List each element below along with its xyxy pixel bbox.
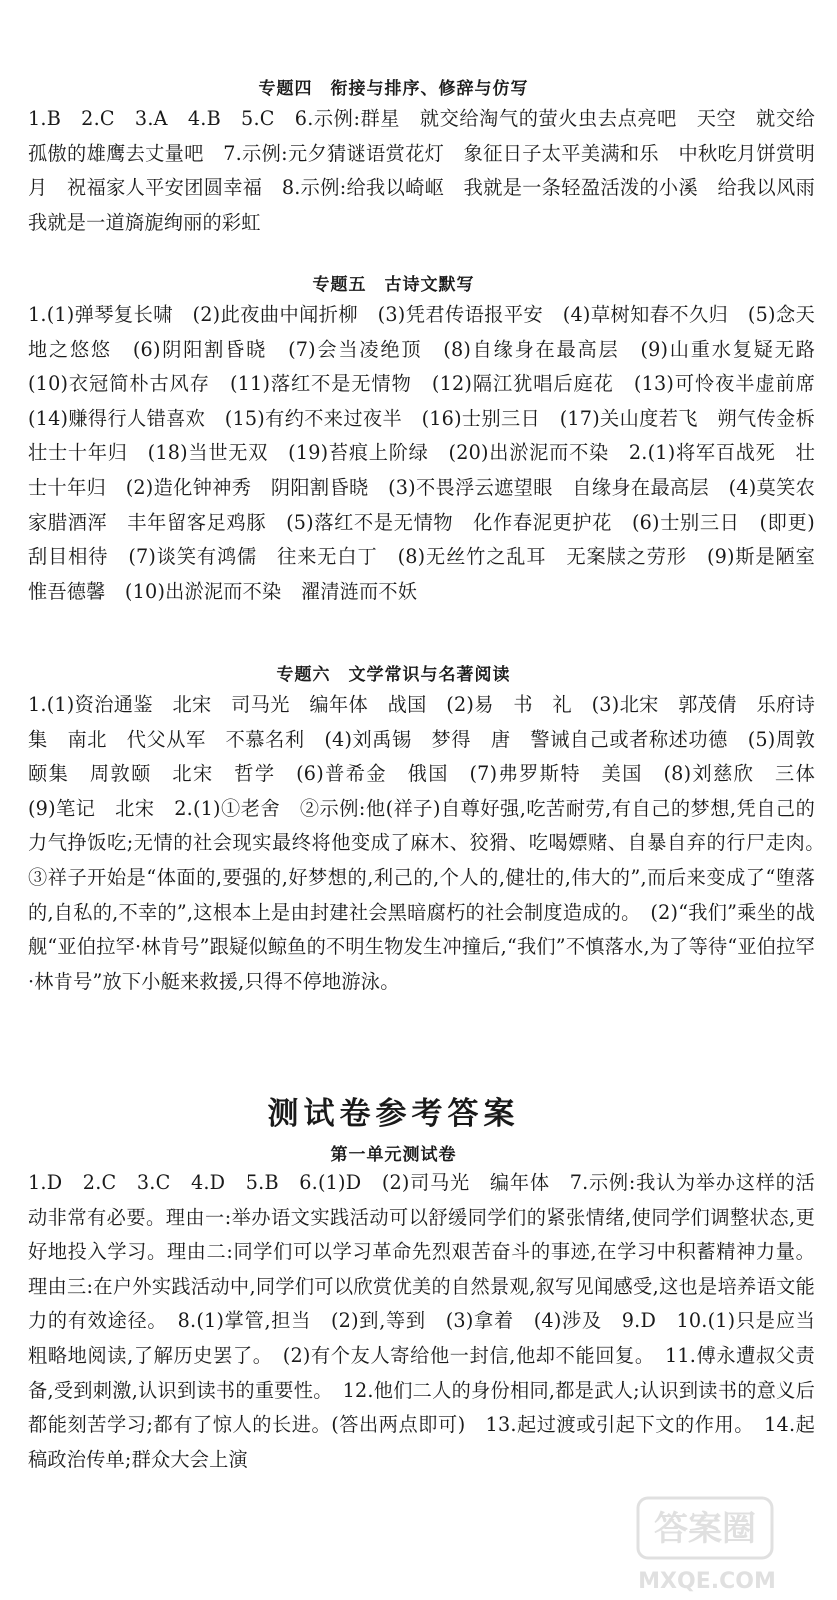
section-body-topic-6: 1.(1)资治通鉴 北宋 司马光 编年体 战国 (2)易 书 礼 (3)北宋 郭茂倩 乐府诗集 南北 代父从军 不慕名利 (4)刘禹锡 梦得 唐 警诫自己或者称述功德 (5)周敦颐集 周敦颐 北宋 哲学 (6)普希金 俄国 (7)弗罗斯特 美国 (8)刘慈欣 三体 (9)笔记 北宋 2.(1)①老舍 ②示例:他(祥子)自尊好强,吃苦耐劳,有自己的梦想,凭自己的力气挣饭吃;无情的社会现实最终将他变成了麻木、狡猾、吃喝嫖赌、自暴自弃的行尸走肉。 ③祥子开始是“体面的,要强的,好梦想的,利己的,个人的,健壮的,伟大的”,而后来变成了“堕落的,自私的,不幸的”,这根本上是由封建社会黑暗腐朽的社会制度造成的。 (2)“我们”乘坐的战舰“亚伯拉罕·林肯号”跟疑似鲸鱼的不明生物发生冲撞后,“我们”不慎落水,为了等待“亚伯拉罕·林肯号”放下小艇来救援,只得不停地游泳。 (28, 693, 835, 993)
section-heading-topic-4: 专题四 衔接与排序、修辞与仿写 (258, 79, 529, 99)
test-answers-title: 测试卷参考答案 (267, 1096, 520, 1132)
section-body-topic-5: 1.(1)弹琴复长啸 (2)此夜曲中闻折柳 (3)凭君传语报平安 (4)草树知春不久归 (5)念天地之悠悠 (6)阴阳割昏晓 (7)会当凌绝顶 (8)自缘身在最高层 (9)山重水复疑无路 (10)衣冠简朴古风存 (11)落红不是无情物 (12)隔江犹唱后庭花 (13)可怜夜半虚前席 (14)赚得行人错喜欢 (15)有约不来过夜半 (16)士别三日 (17)关山度若飞 朔气传金柝 壮士十年归 (18)当世无双 (19)苔痕上阶绿 (20)出淤泥而不染 2.(1)将军百战死 壮士十年归 (2)造化钟神秀 阴阳割昏晓 (3)不畏浮云遮望眼 自缘身在最高层 (4)莫笑农家腊酒浑 丰年留客足鸡豚 (5)落红不是无情物 化作春泥更护花 (6)士别三日 (即更)刮目相待 (7)谈笑有鸿儒 往来无白丁 (8)无丝竹之乱耳 无案牍之劳形 (9)斯是陋室 惟吾德馨 (10)出淤泥而不染 濯清涟而不妖 (28, 303, 835, 603)
unit-test-heading: 第一单元测试卷 (330, 1145, 457, 1165)
section-heading-topic-6: 专题六 文学常识与名著阅读 (276, 665, 511, 685)
site-watermark-logo (632, 1492, 782, 1597)
section-heading-topic-5: 专题五 古诗文默写 (312, 275, 475, 295)
watermark-bottom-text: MXQE.COM (638, 1569, 776, 1594)
section-body-topic-4: 1.B 2.C 3.A 4.B 5.C 6.示例:群星 就交给淘气的萤火虫去点亮吧 天空 就交给孤傲的雄鹰去丈量吧 7.示例:元夕猜谜语赏花灯 象征日子太平美满和乐 中秋吃月饼赏明月 祝福家人平安团圆幸福 8.示例:给我以崎岖 我就是一条轻盈活泼的小溪 给我以风雨 我就是一道旖旎绚丽的彩虹 (28, 107, 835, 234)
unit-test-body: 1.D 2.C 3.C 4.D 5.B 6.(1)D (2)司马光 编年体 7.示例:我认为举办这样的活动非常有必要。理由一:举办语文实践活动可以舒缓同学们的紧张情绪,使同学们调整状态,更好地投入学习。理由二:同学们可以学习革命先烈艰苦奋斗的事迹,在学习中积蓄精神力量。理由三:在户外实践活动中,同学们可以欣赏优美的自然景观,叙写见闻感受,这也是培养语文能力的有效途径。 8.(1)掌管,担当 (2)到,等到 (3)拿着 (4)涉及 9.D 10.(1)只是应当粗略地阅读,了解历史罢了。 (2)有个友人寄给他一封信,他却不能回复。 11.傅永遭叔父责备,受到刺激,认识到读书的重要性。 12.他们二人的身份相同,都是武人;认识到读书的意义后都能刻苦学习;都有了惊人的长进。(答出两点即可) 13.起过渡或引起下文的作用。 14.起稿政治传单;群众大会上演 (28, 1171, 815, 1471)
watermark-top-text: 答案圈 (654, 1509, 756, 1549)
